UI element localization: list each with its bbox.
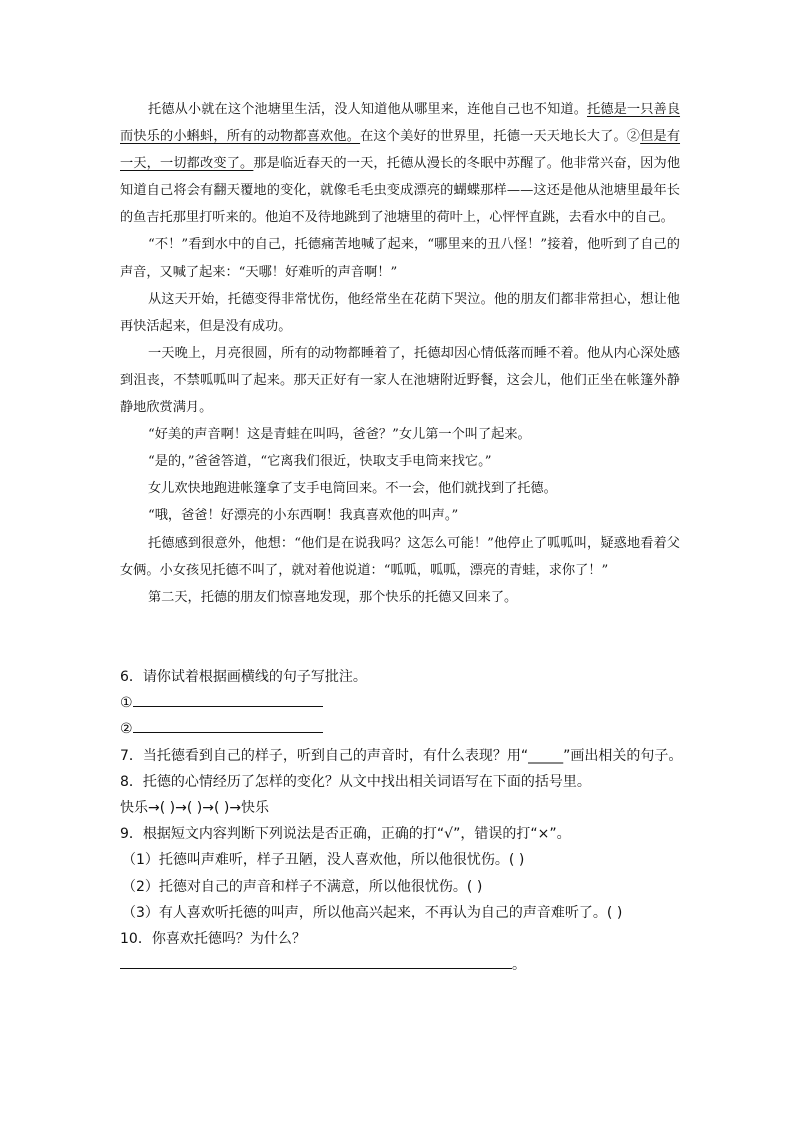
circled-number: ② bbox=[120, 721, 133, 738]
question-8-mood-chain[interactable]: 快乐→( )→( )→( )→快乐 bbox=[120, 800, 270, 817]
underlined-sentence-1: 托德是一只善良而快乐的小蝌蚪，所有的动物都喜欢他。 bbox=[120, 102, 681, 145]
questions-section bbox=[120, 664, 700, 978]
paragraph-9: 托德感到很意外，他想：“他们是在说我吗？这怎么可能！”他停止了呱呱叫，疑惑地看着父女俩。小女孩见托德不叫了，就对着他说道：“呱呱，呱呱，漂亮的青蛙，求你了！” bbox=[120, 535, 680, 578]
question-9: 9．根据短文内容判断下列说法是否正确，正确的打“√”，错误的打“×”。 bbox=[120, 826, 571, 843]
text: 那是临近春天的一天，托德从漫长的冬眠中苏醒了。他非常兴奋，因为他知道自己将会有翻天覆地的变化，就像毛毛虫变成漂亮的蝴蝶那样——这还是他从池塘里最年长的鱼吉托那里打听来的。他迫不及待地跳到了池塘里的荷叶上，心怦怦直跳，去看水中的自己。 bbox=[120, 156, 681, 226]
paragraph-7: 女儿欢快地跑进帐篷拿了支手电筒回来。不一会，他们就找到了托德。 bbox=[148, 481, 557, 497]
question-10-answer bbox=[120, 952, 700, 978]
paragraph-6: “是的，”爸爸答道，“它离我们很近，快取支手电筒来找它。” bbox=[148, 454, 492, 470]
answer-blank-line[interactable] bbox=[120, 954, 512, 969]
paragraph-2: “不！”看到水中的自己，托德痛苦地喊了起来，“哪里来的丑八怪！”接着，他听到了自己的声音，又喊了起来：“天哪！好难听的声音啊！” bbox=[120, 237, 680, 280]
question-9-item-2[interactable]: （2）托德对自己的声音和样子不满意，所以他很忧伤。( ) bbox=[122, 878, 483, 895]
paragraph-3: 从这天开始，托德变得非常忧伤，他经常坐在花荫下哭泣。他的朋友们都非常担心，想让他再快活起来，但是没有成功。 bbox=[120, 291, 680, 334]
underlined-sentence-2: 但是有一天，一切都改变了。 bbox=[120, 129, 681, 172]
question-7: 7．当托德看到自己的样子，听到自己的声音时，有什么表现？用“_____”画出相关的句子。 bbox=[120, 747, 683, 764]
paragraph-4: 一天晚上，月亮很圆，所有的动物都睡着了，托德却因心情低落而睡不着。他从内心深处感到沮丧，不禁呱呱叫了起来。那天正好有一家人在池塘附近野餐，这会儿，他们正坐在帐篷外静静地欣赏满月。 bbox=[120, 345, 680, 416]
text: 在这个美好的世界里，托德一天天地长大了。② bbox=[360, 129, 641, 145]
paragraph-10: 第二天，托德的朋友们惊喜地发现，那个快乐的托德又回来了。 bbox=[148, 589, 518, 605]
answer-blank-line[interactable] bbox=[133, 692, 323, 707]
circled-number: ① bbox=[120, 695, 133, 712]
question-10: 10．你喜欢托德吗？为什么？ bbox=[120, 931, 306, 948]
question-9-item-1[interactable]: （1）托德叫声难听，样子丑陋，没人喜欢他，所以他很忧伤。( ) bbox=[122, 852, 525, 869]
reading-passage bbox=[120, 96, 680, 611]
text: 托德从小就在这个池塘里生活，没人知道他从哪里来，连他自己也不知道。 bbox=[148, 102, 587, 117]
paragraph-8: “哦，爸爸！好漂亮的小东西啊！我真喜欢他的叫声。” bbox=[148, 508, 459, 524]
question-6-answer-1 bbox=[120, 690, 700, 716]
question-6: 6．请你试着根据画横线的句子写批注。 bbox=[120, 669, 367, 685]
paragraph-5: “好美的声音啊！这是青蛙在叫吗，爸爸？”女儿第一个叫了起来。 bbox=[148, 427, 531, 443]
question-6-answer-2 bbox=[120, 716, 700, 742]
question-8: 8．托德的心情经历了怎样的变化？从文中找出相关词语写在下面的括号里。 bbox=[120, 773, 591, 790]
period: 。 bbox=[512, 957, 526, 974]
question-9-item-3[interactable]: （3）有人喜欢听托德的叫声，所以他高兴起来，不再认为自己的声音难听了。( ) bbox=[122, 904, 623, 921]
paragraph-1 bbox=[120, 96, 680, 231]
answer-blank-line[interactable] bbox=[133, 718, 323, 733]
